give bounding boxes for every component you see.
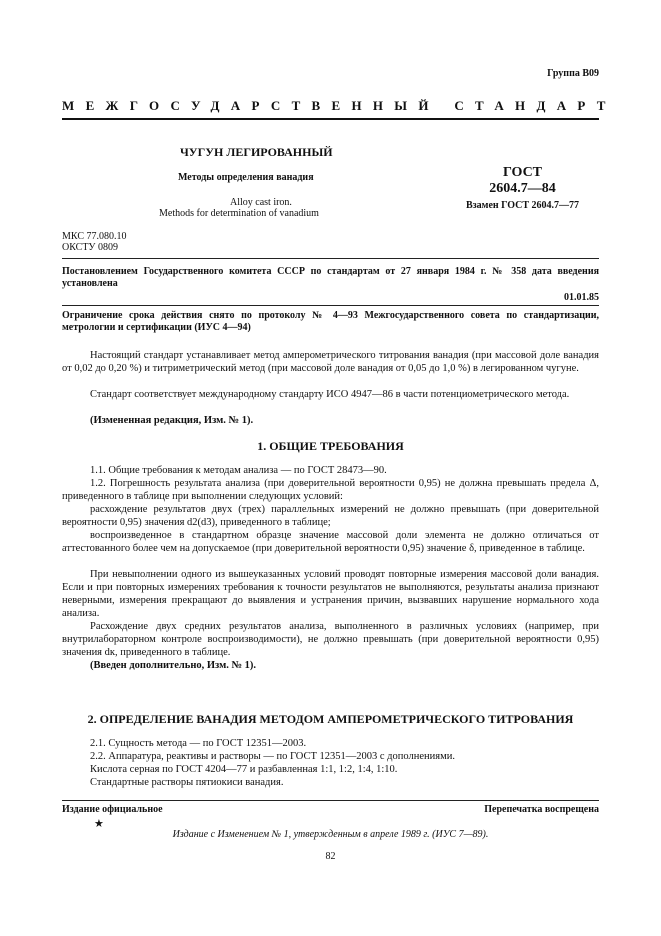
gost-label: ГОСТ	[502, 165, 543, 180]
standard-banner: МЕЖГОСУДАРСТВЕННЫЙ СТАНДАРТ	[62, 98, 617, 113]
title-en-line1: Alloy cast iron.	[230, 197, 292, 208]
s1-amendment: (Введен дополнительно, Изм. № 1).	[90, 660, 257, 671]
limit-text: Ограничение срока действия снято по протоколу № 4—93 Межгосударственного совета по стандартизации, метрологии и сертификации (ИУС 4—94)	[62, 310, 599, 333]
banner-rule	[62, 118, 599, 120]
title-main: ЧУГУН ЛЕГИРОВАННЫЙ	[180, 145, 333, 159]
page-number: 82	[325, 851, 336, 862]
s2-paragraph-4: Стандартные растворы пятиокиси ванадия.	[90, 777, 284, 788]
s2-paragraph-1: 2.1. Сущность метода — по ГОСТ 12351—2003.	[90, 738, 307, 749]
section-2-heading: 2. ОПРЕДЕЛЕНИЕ ВАНАДИЯ МЕТОДОМ АМПЕРОМЕТРИЧЕСКОГО ТИТРОВАНИЯ	[87, 712, 574, 726]
gost-number: 2604.7—84	[489, 181, 556, 196]
decree-date: 01.01.85	[564, 292, 599, 303]
decree-text: Постановлением Государственного комитета СССР по стандартам от 27 января 1984 г. № 358 дата введения установлена	[62, 266, 599, 289]
edition-note: Издание с Изменением № 1, утвержденным в апреле 1989 г. (ИУС 7—89).	[172, 829, 489, 840]
footer-rule	[62, 800, 599, 801]
s1-paragraph-1: 1.1. Общие требования к методам анализа — по ГОСТ 28473—90.	[90, 465, 387, 476]
s1-paragraph-6: Расхождение двух средних результатов анализа, выполненного в различных условиях (например, при внутрилабораторном контроле воспроизводимости), не должно превышать (при доверительной вероятности 0,95) значения dк, приведенного в таблице.	[62, 621, 599, 658]
intro-amendment: (Измененная редакция, Изм. № 1).	[90, 415, 254, 426]
s1-paragraph-5: При невыполнении одного из вышеуказанных условий проводят повторные измерения массовой доли ванадия. Если и при повторных измерениях требования к точности результатов не выполняются, результаты анализа признают неверными, измерения прекращают до выявления и устранения причин, вызвавших нарушение нормального хода анализа.	[62, 569, 599, 619]
title-sub: Методы определения ванадия	[178, 172, 314, 183]
s1-paragraph-2: 1.2. Погрешность результата анализа (при доверительной вероятности 0,95) не должна превышать предела Δ, приведенного в таблице при выполнении следующих условий:	[62, 478, 599, 502]
gost-replaces: Взамен ГОСТ 2604.7—77	[465, 200, 580, 211]
group-code: Группа В09	[547, 68, 599, 79]
section-1-heading: 1. ОБЩИЕ ТРЕБОВАНИЯ	[257, 439, 404, 453]
intro-paragraph-1: Настоящий стандарт устанавливает метод амперометрического титрования ванадия (при массовой доле ванадия от 0,02 до 0,20 %) и титриметрический метод (при массовой доле ванадия от 0,05 до 1,0 %) в легированном чугуне.	[62, 350, 599, 374]
intro-paragraph-2: Стандарт соответствует международному стандарту ИСО 4947—86 в части потенциометрического метода.	[90, 389, 570, 400]
s2-paragraph-2: 2.2. Аппаратура, реактивы и растворы — по ГОСТ 12351—2003 с дополнениями.	[90, 751, 455, 762]
codes-rule	[62, 258, 599, 259]
official-edition: Издание официальное	[62, 804, 163, 815]
s1-paragraph-4: воспроизведенное в стандартном образце значение массовой доли элемента не должно отличаться от аттестованного более чем на допускаемое (при доверительной вероятности 0,95) значение δ, приведенное в таблице.	[62, 530, 599, 554]
reprint-prohibited: Перепечатка воспрещена	[484, 804, 599, 815]
title-en-line2: Methods for determination of vanadium	[159, 208, 319, 219]
s2-paragraph-3: Кислота серная по ГОСТ 4204—77 и разбавленная 1:1, 1:2, 1:4, 1:10.	[90, 764, 398, 775]
date-rule	[62, 305, 599, 306]
okstu-code: ОКСТУ 0809	[62, 242, 119, 253]
star-icon: ★	[94, 818, 104, 830]
mks-code: МКС 77.080.10	[62, 231, 127, 242]
s1-paragraph-3: расхождение результатов двух (трех) параллельных измерений не должно превышать (при доверительной вероятности 0,95) значения d2(d3), приведенного в таблице;	[62, 504, 599, 528]
